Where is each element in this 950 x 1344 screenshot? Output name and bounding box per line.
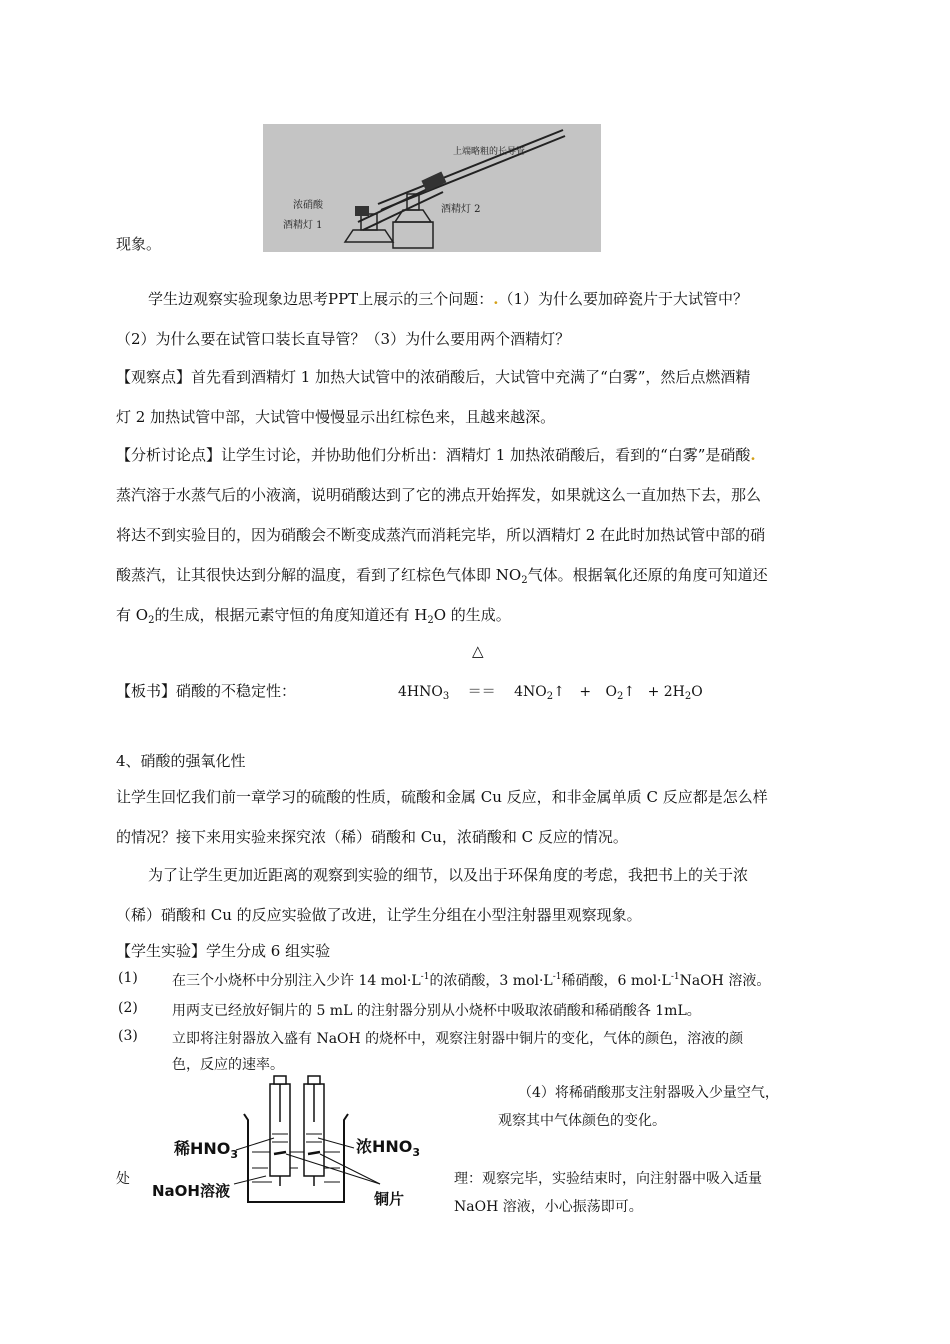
disposal-right-2: NaOH 溶液，小心振荡即可。 bbox=[454, 1199, 643, 1215]
eq-sub3: 3 bbox=[442, 691, 450, 702]
eq-no2: 4NO bbox=[514, 684, 547, 700]
step-3-text-a: 立即将注射器放入盛有 NaOH 的烧杯中，观察注射器中铜片的变化，气体的颜色，溶液的颜 bbox=[172, 1031, 744, 1047]
step-1-number: (1) bbox=[118, 970, 138, 986]
board-label: 【板书】硝酸的不稳定性： bbox=[116, 682, 297, 700]
highlight-dot: . bbox=[493, 290, 499, 308]
eq-sub2b: 2 bbox=[617, 691, 624, 702]
sup-2: -1 bbox=[552, 972, 562, 982]
analysis-line-2: 蒸汽溶于水蒸气后的小液滴，说明硝酸达到了它的沸点开始挥发，如果就这么一直加热下去，那么 bbox=[116, 486, 762, 504]
subscript-2c: 2 bbox=[427, 615, 434, 626]
label-conc-sub: 3 bbox=[412, 1146, 421, 1159]
analysis-line-4 bbox=[116, 564, 768, 586]
eq-h2o: + 2H bbox=[647, 684, 685, 700]
disposal-right-1: 理：观察完毕，实验结束时，向注射器中吸入适量 bbox=[454, 1171, 762, 1187]
observe-line-1: 【观察点】首先看到酒精灯 1 加热大试管中的浓硝酸后，大试管中充满了“白雾”，然后点燃酒精 bbox=[116, 368, 751, 386]
eq-equals: ＝＝ bbox=[467, 684, 496, 700]
beaker-diagram bbox=[148, 1072, 438, 1212]
eq-sub2c: 2 bbox=[684, 691, 692, 702]
analysis-text-4b: 气体。根据氧化还原的角度可知道还 bbox=[527, 566, 768, 584]
student-experiment-heading: 【学生实验】学生分成 6 组实验 bbox=[116, 942, 331, 960]
step-2-number: (2) bbox=[118, 1000, 138, 1016]
analysis-text-5b: 的生成，根据元素守恒的角度知道还有 H bbox=[154, 606, 428, 624]
label-dilute-sub: 3 bbox=[230, 1148, 239, 1161]
disposal-left: 处 bbox=[116, 1171, 130, 1187]
delta-symbol: △ bbox=[472, 642, 484, 660]
apparatus-drawing bbox=[263, 124, 601, 252]
label-conc-hno3 bbox=[356, 1137, 420, 1159]
analysis-text-5a: 有 O bbox=[116, 606, 149, 624]
step-1a: 在三个小烧杯中分别注入少许 14 mol·L bbox=[172, 973, 421, 989]
eq-arrow-2: ↑ bbox=[623, 684, 636, 700]
apparatus-photo bbox=[263, 124, 601, 252]
sup-1: -1 bbox=[420, 972, 430, 982]
analysis-line-5 bbox=[116, 604, 511, 626]
highlight-dot-2: . bbox=[750, 446, 756, 464]
recall-line-1: 让学生回忆我们前一章学习的硫酸的性质，硫酸和金属 Cu 反应，和非金属单质 C 反应都是怎么样 bbox=[116, 788, 768, 806]
step-1-text bbox=[172, 970, 770, 990]
label-naoh-solution: NaOH溶液 bbox=[152, 1182, 230, 1200]
step-1d: NaOH 溶液。 bbox=[679, 973, 771, 989]
analysis-text-1: 【分析讨论点】让学生讨论，并协助他们分析出：酒精灯 1 加热浓硝酸后，看到的“白雾”是硝酸 bbox=[116, 446, 751, 464]
label-conc-text: 浓HNO bbox=[356, 1137, 413, 1156]
label-acid: 浓硝酸 bbox=[293, 200, 323, 211]
step-3-text-b: 色，反应的速率。 bbox=[172, 1057, 284, 1073]
step-3-number: (3) bbox=[118, 1028, 138, 1044]
step-4-text-b: 观察其中气体颜色的变化。 bbox=[498, 1113, 666, 1129]
eq-plus-1: + bbox=[579, 684, 592, 700]
step-4-text-a: （4）将稀硝酸那支注射器吸入少量空气， bbox=[518, 1085, 779, 1101]
eq-o: O bbox=[691, 684, 703, 700]
section-4-heading: 4、硝酸的强氧化性 bbox=[116, 752, 246, 770]
eq-sub2a: 2 bbox=[546, 691, 554, 702]
step-1b: 的浓硝酸，3 mol·L bbox=[429, 973, 553, 989]
improve-line-1: 为了让学生更加近距离的观察到实验的细节，以及出于环保角度的考虑，我把书上的关于浓 bbox=[148, 866, 749, 884]
label-lamp2: 酒精灯 2 bbox=[441, 204, 481, 215]
label-dilute-hno3 bbox=[173, 1139, 238, 1161]
analysis-text-5c: O 的生成。 bbox=[433, 606, 511, 624]
subscript-2: 2 bbox=[521, 575, 528, 586]
analysis-line-1 bbox=[116, 444, 756, 465]
label-copper: 铜片 bbox=[374, 1190, 405, 1208]
improve-line-2: （稀）硝酸和 Cu 的反应实验做了改进，让学生分组在小型注射器里观察现象。 bbox=[116, 906, 642, 924]
analysis-text-4a: 酸蒸汽，让其很快达到分解的温度，看到了红棕色气体即 NO bbox=[116, 566, 522, 584]
questions-line-1 bbox=[148, 288, 748, 309]
subscript-2b: 2 bbox=[148, 615, 155, 626]
label-long-tube: 上端略粗的长导管 bbox=[453, 147, 526, 157]
sup-3: -1 bbox=[670, 972, 680, 982]
eq-o2: O bbox=[605, 684, 617, 700]
eq-arrow-1: ↑ bbox=[553, 684, 565, 700]
step-2-text: 用两支已经放好铜片的 5 mL 的注射器分别从小烧杯中吸取浓硝酸和稀硝酸各 1mL。 bbox=[172, 1003, 701, 1019]
label-lamp1: 酒精灯 1 bbox=[283, 220, 323, 231]
eq-reactant: 4HNO bbox=[398, 684, 443, 700]
recall-line-2: 的情况？接下来用实验来探究浓（稀）硝酸和 Cu，浓硝酸和 C 反应的情况。 bbox=[116, 828, 628, 846]
question-1: （1）为什么要加碎瓷片于大试管中？ bbox=[498, 290, 748, 308]
observe-line-2: 灯 2 加热试管中部，大试管中慢慢显示出红棕色来，且越来越深。 bbox=[116, 408, 556, 426]
equation bbox=[398, 681, 703, 702]
text-xianxiang: 现象。 bbox=[116, 235, 162, 253]
analysis-line-3: 将达不到实验目的，因为硝酸会不断变成蒸汽而消耗完毕，所以酒精灯 2 在此时加热试管中部的硝 bbox=[116, 526, 766, 544]
label-dilute-text: 稀HNO bbox=[174, 1139, 231, 1158]
step-1c: 稀硝酸，6 mol·L bbox=[561, 973, 671, 989]
questions-line-2: （2）为什么要在试管口装长直导管？（3）为什么要用两个酒精灯？ bbox=[116, 330, 571, 348]
questions-intro: 学生边观察实验现象边思考PPT上展示的三个问题： bbox=[148, 290, 494, 308]
